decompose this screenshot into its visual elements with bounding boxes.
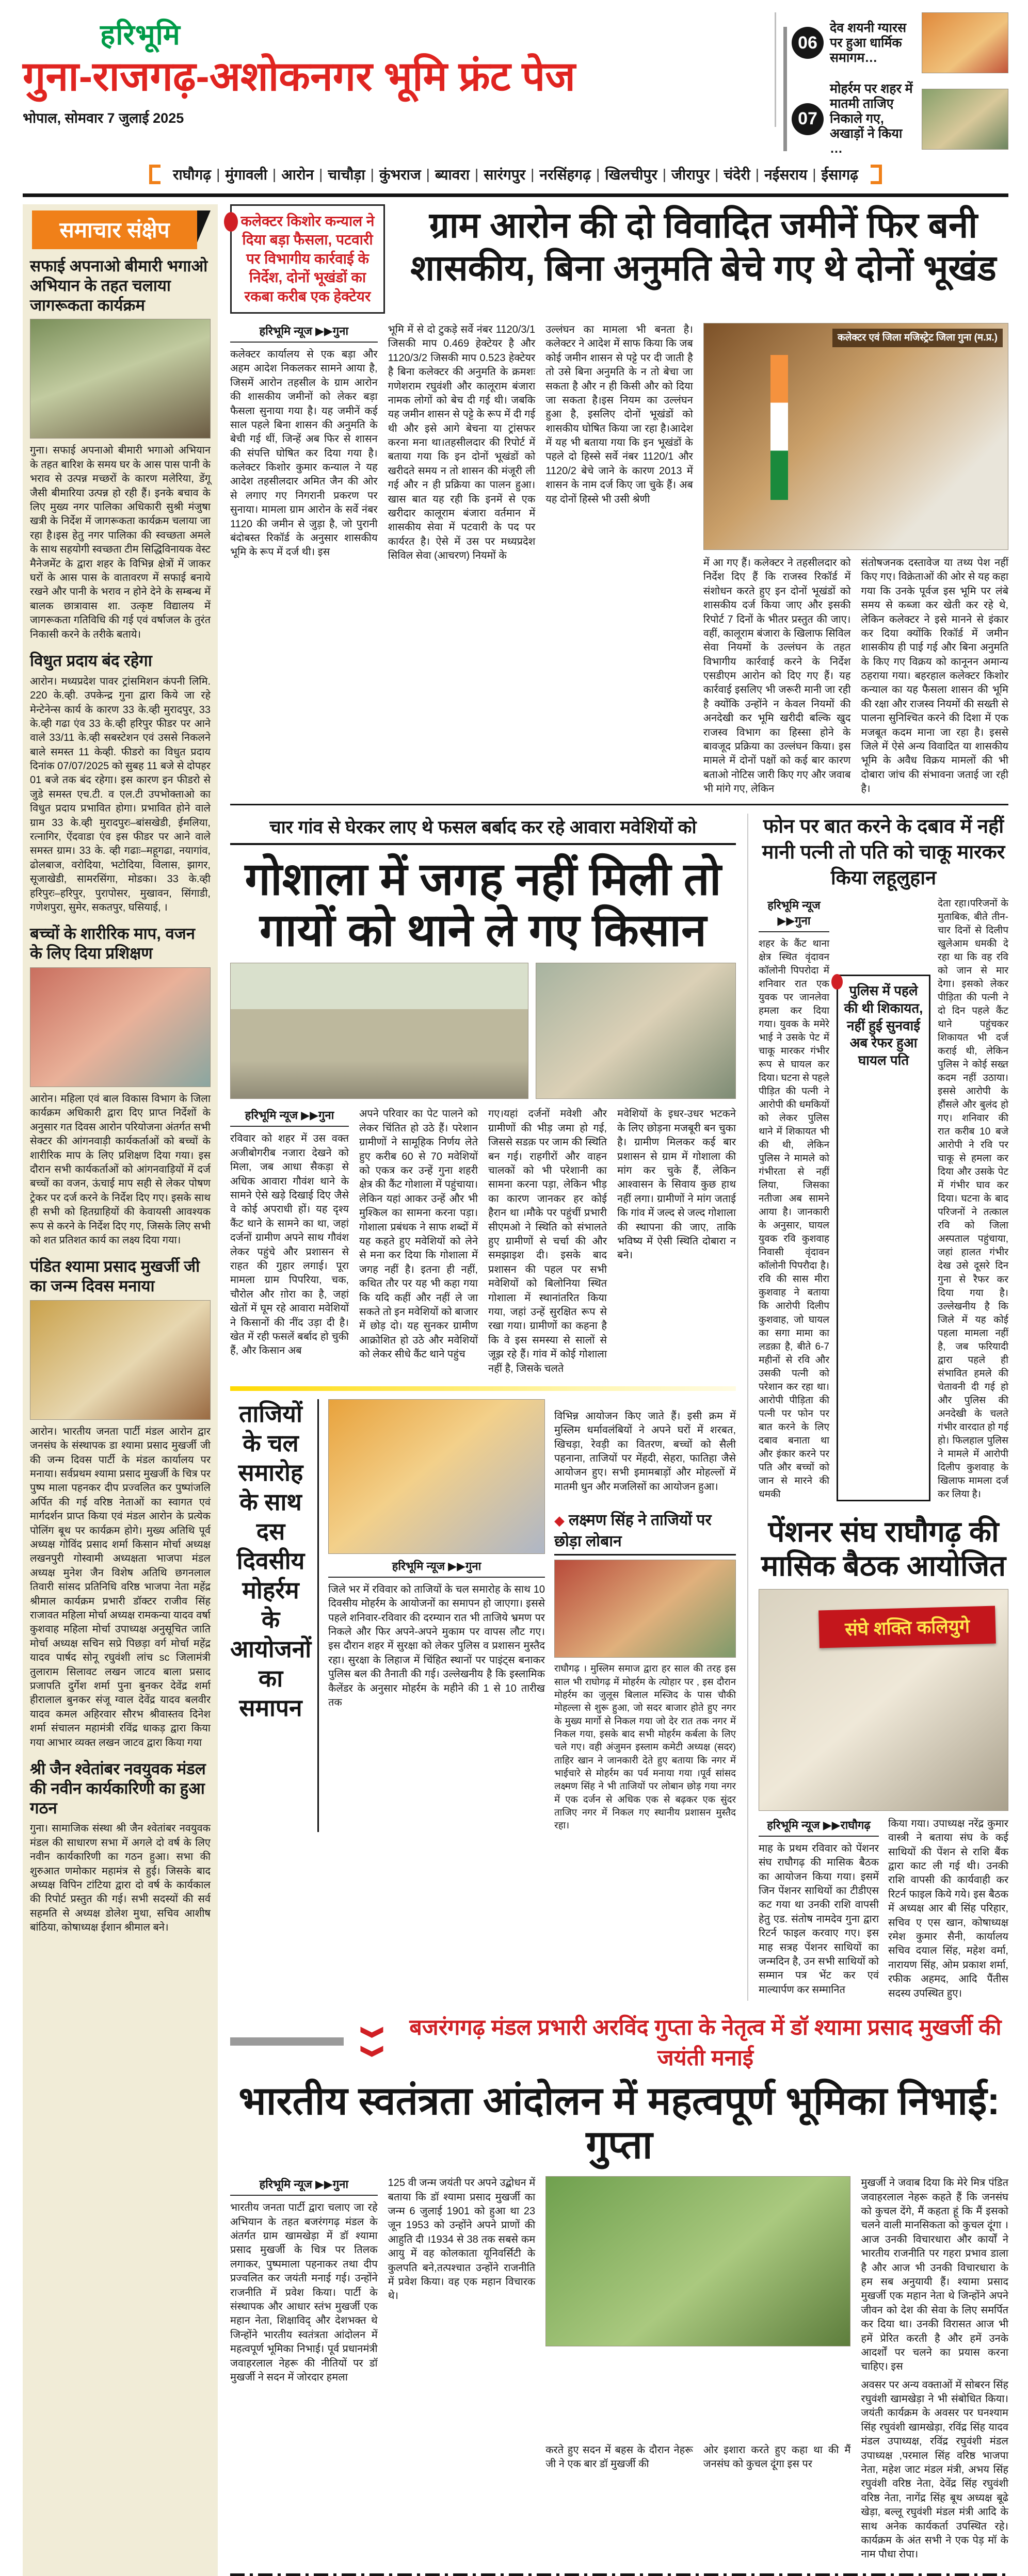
mukherjee-column-1 <box>230 2176 378 2562</box>
sidebar-article-jain-mandal <box>30 1759 211 1935</box>
knife-column-text: देता रहा।परिजनों के मुताबिक, बीते तीन-चार दिनों से दिलीप खुलेआम धमकी दे रहा था कि वह रवि को जान से मार देगा। इसको लेकर पीड़िता की पत्नी ने दो दिन पहले कैंट थाने पहुंचकर शिकायत भी दर्ज कराई थी, लेकिन पुलिस ने कोई सख्त कदम नहीं उठाया। इससे आरोपी के हौंसले और बुलंद हो गए। शनिवार की रात करीब 10 बजे आरोपी ने रवि पर चाकू से हमला कर दिया और उसके पेट में गंभीर घाव कर दिया। घटना के बाद परिजनों ने तत्काल रवि को जिला अस्पताल पहुंचाया, जहां हालत गंभीर देख उसे दूसरे दिन गुना से रैफर कर दिया गया है।उल्लेखनीय है कि जिले में यह कोई पहला मामला नहीं है, जब फरियादी द्वारा पहले ही संभावित हमले की चेतावनी दी गई हो और पुलिस की अनदेखी के चलते गंभीर वारदात हो गई हो। फिलहाल पुलिस ने मामले में आरोपी दिलीप कुशवाह के खिलाफ मामला दर्ज कर लिया है। <box>938 898 1008 1500</box>
cow-story-headline: गोशाला में जगह नहीं मिली तो गायों को थाने ले गए किसान <box>245 853 721 956</box>
kicker-bar-decoration <box>230 2037 344 2046</box>
masthead-left <box>23 12 776 127</box>
nav-separator: | <box>812 166 816 182</box>
lead-column-text: संतोषजनक दस्तावेज या तथ्य पेश नहीं किए गए। विक्रेताओं की ओर से यह कहा गया कि उनके पूर्वज इस भूमि पर लंबे समय से कब्जा कर खेती कर रहे थे, लेकिन कलेक्टर ने इसे मानने से इंकार कर दिया क्योंकि रिकॉर्ड में जमीन शासकीय ही पाई गई और बिना अनुमति के किए गए विक्रय को कानूनन अमान्य ठहराया गया। बहरहाल कलेक्टर किशोर कन्याल का यह फैसला शासन की भूमि की रक्षा और राजस्व नियमों की सख्ती से पालना सुनिश्चित करने की दिशा में एक मजबूत कदम माना जा रहा है। इससे जिले में ऐसे अन्य विवादित या शासकीय भूमि के अवैध विक्रय मामलों की भी दोबारा जांच की संभावना जताई जा रही है। <box>861 557 1008 795</box>
nav-separator: | <box>370 166 374 182</box>
article-headline: विधुत प्रदाय बंद रहेगा <box>30 651 152 670</box>
brief-photo-tazia <box>922 89 1008 150</box>
article-body: आरोन। महिला एवं बाल विकास विभाग के जिला कार्यक्रम अधिकारी द्वारा दिए प्राप्त निर्देशों के अनुसार गत दिवस आरोन परियोजना अंतर्गत सभी सेक्टर की आंगनवाड़ी कार्यकर्ताओं को बच्चों के शारीरिक माप के लिए प्रशिक्षण दिया गया। इस दौरान सभी कार्यकर्ताओं को आंगनवाड़ियों में दर्ज बच्चों का वजन, ऊंचाई माप सही से लेकर पोषण ट्रेकर पर दर्ज करने के निर्देश दिए गए। इसके साथ ही सभी को हितग्राहियों की केवायसी आवश्यक रूप से करने के निर्देश दिए गए, जिसके लिए सभी को शत प्रतिशत कार्य का लक्ष्य दिया गया। <box>30 1093 211 1246</box>
nav-city: चंदेरी <box>724 167 750 183</box>
photo-tazia-display <box>328 1399 545 1554</box>
nav-city: चाचौड़ा <box>328 167 365 183</box>
article-body: आरोन। मध्यप्रदेश पावर ट्रांसमिशन कंपनी लिमि. 220 के.व्ही. उपकेन्द्र गुना द्वारा किये जा रहे मेन्टेनेन्स कार्य के कारण 33 के.व्ही मुरादपुर, 33 के.व्ही गढा एंव 33 के.व्ही हरिपुर फीडर पर आने वाले 33/11 के.व्ही सबस्टेशन एवं उससे निकलने बाले समस्त 11 केव्ही. फीडरो का विधुत प्रदाय दिनांक 07/07/2025 को सुबह 11 बजे से दोपहर 01 बजे तक बंद रहेगा। इस कारण इन फीडरो से जुडे समस्त एच.टी. व एल.टी उपभोक्ताओ का विधुत प्रदाय प्रभावित होगा। प्रभावित होने वाले ग्राम 33 के.व्ही मुरादपुरः–बांसखेडी, ईमलिया, रत्नागिर, ऐंदवाडा एंव इस फीडर पर आने वाले समस्त ग्राम। 33 के. व्ही गढाः–महूगढा, नयागांव, ढोलबाज, वरोदिया, भटोदिया, विलास, झागर, सूजाखेडी, सामरसिंगा, मोडका। 33 के.व्ही हरिपुरः–हरिपुर, पुरापोसर, मुखावन, सिंगाडी, गणेशपुरा, सुमेर, सकतपुर, घसियाई, । <box>30 675 211 913</box>
cow-column-text: मवेशियों के इधर-उधर भटकने के लिए छोड़ना मजबूरी बन चुका है। ग्रामीण मिलकर कई बार प्रशासन से ग्राम में गोशाला की मांग कर चुके हैं, लेकिन आश्वासन के सिवाय कुछ हाथ नहीं लगा। ग्रामीणों ने मांग जताई कि गांव में जल्द से जल्द गोशाला की स्थापना की जाए, ताकि भविष्य में ऐसी स्थिति दोबारा न बने। <box>617 1108 736 1261</box>
knife-column-1 <box>759 897 829 1501</box>
briefs-bracket <box>783 27 791 151</box>
mukherjee-kicker-row <box>230 2011 1008 2072</box>
article-body: आरोन। भारतीय जनता पार्टी मंडल आरोन द्वार जनसंघ के संस्थापक डा श्यामा प्रसाद मुखर्जी जी की जन्म दिवस पार्टी के मंडल कार्यालय पर मनाया। सर्वप्रथम श्यामा प्रसाद मुखर्जी के चित्र पर पुष्प माला पहनकर दीप प्रज्वलित कर पुष्पांजलि अर्पित की गई वरिष्ठ नेताओं का स्वागत एवं मार्गदर्शन प्राप्त किया एवं मंडल आरोन के प्रत्येक पोलिंग बूथ पर कार्यक्रम होगे। मुख्य अतिथि पूर्व अध्यक्ष गोविंद प्रसाद शर्मा किसान मोर्चा अध्यक्ष लखनपुरी गोस्वामी अध्यक्षता भाजपा मंडल अध्यक्ष मुनेश जैन विशेष अतिथि छगनलाल तिवारी सांसद प्रतिनिधि वरिष्ठ भाजपा नेता महेंद्र श्रीमाल कार्यक्रम प्रभारी डॉक्टर राजीव सिंह राजावत महिला मोर्चा अध्यक्ष रामकन्या यादव वर्षा कुशवाह महिला मोर्चा उपाध्यक्ष अनुसूचित जाति मोर्चा अध्यक्ष सचिन सप्रे पिछड़ा वर्ग मोर्चा महेंद्र यादव पार्षद सोनू रघुवंशी लांच sc जिलामंत्री तुलाराम सिलावट लखन जाटव बाला प्रसाद प्रजापति दुर्गेश शर्मा पुना बुनकर देवेंद्र शर्मा हीरालाल बुनकर संजू ग्वाल देवेंद्र यादव बलवीर यादव कमल अहिरवार सौरभ श्रीवास्तव दिनेश शर्मा संचालन महामंत्री रविंद्र धाकड़ द्वारा किया गया आभार व्यक्त लखन जाटव द्वारा किया गया <box>30 1425 211 1748</box>
lead-column-text: में आ गए हैं। कलेक्टर ने तहसीलदार को निर्देश दिए हैं कि राजस्व रिकॉर्ड में संशोधन करते हुए इन दोनों भूखंडों को शासकीय दर्ज किया जाए और इसकी रिपोर्ट 7 दिनों के भीतर प्रस्तुत की जाए। वहीं, कालूराम बंजारा के खिलाफ सिविल सेवा नियमों के उल्लंघन के तहत विभागीय कार्रवाई करने के निर्देश एसडीएम आरोन को दिए गए हैं। यह कार्रवाई इसलिए भी जरूरी मानी जा रही है क्योंकि उन्होंने न केवल नियमों की अनदेखी कर भूमि खरीदी बल्कि खुद राजस्व विभाग का हिस्सा होने के बावजूद प्रक्रिया का उल्लंघन किया। इस मामले में दोनों पक्षों को कई बार कारण बताओ नोटिस जारी किए गए और जवाब भी मांगे गए, लेकिन <box>703 557 851 795</box>
mukherjee-column-5 <box>861 2176 1008 2562</box>
sidebar-article-mukherjee-birthday <box>30 1257 211 1750</box>
photo-awareness-campaign <box>30 319 211 439</box>
content-grid <box>23 204 1008 2576</box>
lead-kicker-row <box>230 204 1008 314</box>
edition-title: गुना-राजगढ़-अशोकनगर भूमि फ्रंट पेज <box>23 53 575 99</box>
knife-pullquote-box <box>837 975 930 1501</box>
middle-left <box>230 814 736 2001</box>
right-rail <box>747 814 1008 2001</box>
nav-separator: | <box>272 166 277 182</box>
loban-headline-text: लक्ष्मण सिंह ने ताजियों पर छोड़ा लोबान <box>554 1512 712 1550</box>
tazia-main <box>328 1399 545 1832</box>
pension-story-body <box>759 1817 1008 2001</box>
yellow-divider <box>230 1386 736 1391</box>
diamond-bullet-icon: ◆ <box>554 1513 565 1529</box>
mukherjee-column-text: अवसर पर अन्य वक्ताओं में सोबरन सिंह रघुवंशी खामखेड़ा ने भी संबोधित किया। जयंती कार्यक्रम के अवसर पर घनश्याम सिंह रघुवंशी खामखेड़ा, रविंद्र सिंह यादव मंडल उपाध्यक्ष, रविंद्र रघुवंशी मंडल उपाध्यक्ष ,परमाल सिंह वरिष्ठ भाजपा नेता, महेश जाट मंडल मंत्री, अभय सिंह रघुवंशी वरिष्ठ नेता, देवेंद्र सिंह रघुवंशी वरिष्ठ नेता, नागेंद्र सिंह बूथ अध्यक्ष बूढे खेड़ा, बल्लू रघुवंशी मंडल मंत्री आदि के साथ अनेक कार्यकर्ता उपस्थित रहे। कार्यक्रम के अंत सभी ने एक पेड़ मॉ के नाम पौधा रोपा। <box>861 2379 1008 2561</box>
nav-separator: | <box>531 166 535 182</box>
nav-separator: | <box>755 166 760 182</box>
nav-separator: | <box>319 166 323 182</box>
pension-story-headline: पेंशनर संघ राघौगढ़ की मासिक बैठक आयोजित <box>761 1515 1006 1582</box>
nav-city: खिलचीपुर <box>605 167 657 183</box>
knife-story-headline: फोन पर बात करने के दबाव में नहीं मानी पत्नी तो पति को चाकू मारकर किया लहूलुहान <box>762 815 1005 889</box>
article-body: गुना। सफाई अपनाओ बीमारी भगाओ अभियान के तहत बारिश के समय घर के आस पास पानी के भराव से उत्पन्न मच्छरों के कारण मलेरिया, डेंगू जैसी बीमारिया उत्पन्न हो रही हैं। इनके बचाव के लिए मुख्य नगर पालिका अधिकारी सुश्री मंजुषा खत्री के निर्देश में जागरूकता कार्यक्रम चलाया जा रहा है।इस हेतु नगर पालिका की स्वच्छता अमले के साथ सहयोगी स्वच्छता टीम सिद्धिविनायक वेस्ट मैनेजमेंट के द्वारा शहर के विभिन्न क्षेत्रों में जाकर घरों के आस पास के वातावरण में सफाई बनाये रखने और पानी के भराव न होने देने के सम्बन्ध में बालक छात्रावास शा. उत्कृष्ट विद्यालय में जागरूकता गतिविधि की गई एवं वर्षाजल के तुरंत निकासी करने के तरीके बताये। <box>30 445 211 640</box>
nav-separator: | <box>662 166 667 182</box>
nav-city: सारंगपुर <box>484 167 526 183</box>
lead-column-text: उल्लंघन का मामला भी बनता है। कलेक्टर ने आदेश में साफ किया कि जब कोई जमीन शासन से पट्टे पर दी जाती है तो उसे बिना अनुमति के न तो बेचा जा सकता है और न ही किसी और को दिया जा सकता है।इस नियम का उल्लंघन हुआ है, इसलिए दोनों भूखंडों को शासकीय घोषित किया जा रहा है।आदेश में यह भी बताया गया कि इन भूखंडों के पहले दो हिस्से सर्वे नंबर 1120/1 और 1120/2 बेचे जाने के कारण 2013 में शासन के नाम दर्ज किए जा चुके हैं। अब यह दोनों हिस्से भी उसी श्रेणी <box>545 323 693 505</box>
collector-office-sign: कलेक्टर एवं जिला मजिस्ट्रेट जिला गुना (म.प्र.) <box>832 329 1003 347</box>
mukherjee-column-text: भारतीय जनता पार्टी द्वारा चलाए जा रहे अभियान के तहत बजरंगगढ़ मंडल के अंतर्गत ग्राम खामखेड़ा में डॉ श्यामा प्रसाद मुखर्जी के चित्र पर तिलक लगाकर, पुष्पमाला पहनाकर तथा दीप प्रज्वलित कर जयंती मनाई गई। उन्होंने राजनीति में प्रवेश किया। पार्टी के संस्थापक और आधार स्तंभ मुखर्जी एक महान नेता, शिक्षाविद् और देशभक्त थे जिन्होंने भारतीय स्वतंत्रता आंदोलन में महत्वपूर्ण भूमिका निभाई। पूर्व प्रधानमंत्री जवाहरलाल नेहरू की नीतियों पर डॉ मुखर्जी ने सदन में जोरदार हमला <box>230 2202 378 2383</box>
news-briefs-sidebar <box>23 204 218 2576</box>
main-column <box>230 204 1008 2576</box>
cow-column-text: अपने परिवार का पेट पालने को लेकर चिंतित हो उठे हैं। परेशान ग्रामीणों ने सामूहिक निर्णय लेते हुए करीब 60 से 70 मवेशियों को एकत्र कर उन्हें गुना शहरी क्षेत्र की कैंट गोशाला में पहुंचाया।लेकिन यहां आकर उन्हें और भी मुश्किल का सामना करना पड़ा। गोशाला प्रबंधक ने साफ शब्दों में यह कहते हुए मवेशियों को लेने से मना कर दिया कि गोशाला में जगह नहीं है। इतना ही नहीं, कथित तौर पर यह भी कहा गया कि यदि कहीं और नहीं ले जा सकते तो इन मवेशियों को बाजार में छोड़ दो। यह सुनकर ग्रामीण आक्रोशित हो उठे और मवेशियों को लेकर सीधे कैंट थाने पहुंच <box>359 1108 478 1360</box>
pension-column-1 <box>759 1817 879 2001</box>
brief-item <box>792 12 1008 73</box>
mukherjee-body <box>230 2176 1008 2562</box>
nav-city: मुंगावली <box>225 167 267 183</box>
tazia-continuation: विभिन्न आयोजन किए जाते हैं। इसी क्रम में मुस्लिम धर्मावलंबियों ने अपने घरों में शरबत, खिचड़ा, रेवड़ी का वितरण, बच्चों को सैली पहनाना, ताजियों पर मेंहदी, सेहरा, फातिहा जैसे आयोजन हुए। सभी इमामबाड़ों और मोहल्लों में मातमी धुन और मजलिसों का आयोजन हुआ। <box>554 1410 736 1493</box>
lead-kicker-text: कलेक्टर किशोर कन्याल ने दिया बड़ा फैसला, पटवारी पर विभागीय कार्रवाई के निर्देश, दोनों भूखंडों का रकबा करीब एक हेक्टेयर <box>240 213 375 304</box>
article-headline: सफाई अपनाओ बीमारी भगाओ अभियान के तहत चलाया जागरूकता कार्यक्रम <box>30 257 208 314</box>
photo-moharram-procession <box>554 1560 736 1658</box>
byline: हरिभूमि न्यूज ▶▶गुना <box>328 1558 545 1578</box>
sidebar-article-training <box>30 924 211 1248</box>
pension-column-text: माह के प्रथम रविवार को पेंशनर संघ राघौगढ़ की मासिक बैठक का आयोजन किया गया। इसमें जिन पेंशनर साथियों का टीडीएस कट गया था उनकी राशि वापसी हेतु एड. संतोष नामदेव गुना द्वारा रिटर्न फाइल करवाए गए। इस माह सत्रह पेंशनर साथियों का जन्मदिन है, उन सभी साथियों को सम्मान पत्र भेंट कर एवं माल्यार्पण कर सम्मानित <box>759 1842 879 1996</box>
pullquote-bullet-icon <box>831 974 843 990</box>
lead-column-1 <box>230 323 378 797</box>
mukherjee-column-text: ओर इशारा करते हुए कहा था की मैं जनसंघ को कुचल दूंगा इस पर <box>703 2444 851 2470</box>
byline: हरिभूमि न्यूज ▶▶गुना <box>759 897 829 932</box>
brief-title: देव शयनी ग्यारस पर हुआ धार्मिक समागम… <box>830 20 907 65</box>
masthead <box>23 12 1008 156</box>
page-briefs <box>783 12 1008 156</box>
photo-collector-office <box>703 323 1008 550</box>
lead-headline: ग्राम आरोन की दो विवादित जमीनें फिर बनी शासकीय, बिना अनुमति बेचे गए थे दोनों भूखंड <box>410 205 997 288</box>
double-chevron-icon: ❱❱ <box>361 2022 387 2061</box>
knife-column-text: शहर के कैंट थाना क्षेत्र स्थित वृंदावन कॉलोनी पिपरोदा में शनिवार रात एक युवक पर जानलेवा हमला कर दिया गया। युवक के ममेरे भाई ने उसके पेट में चाकू मारकर गंभीर रूप से घायल कर दिया। घटना से पहले पीड़ित की पत्नी ने आरोपी की धमकियों को लेकर पुलिस थाने में शिकायत भी की थी, लेकिन पुलिस ने मामले को गंभीरता से नहीं लिया, जिसका नतीजा अब सामने आया है। जानकारी के अनुसार, घायल युवक रवि कुशवाह निवासी वृंदावन कॉलोनी पिपरौदा है। रवि की सास मीरा कुशवाह ने बताया कि आरोपी दिलीप कुशवाह, जो घायल का सगा मामा का लडक़ा है, बीते 6-7 महीनों से रवि और उसकी पत्नी को परेशान कर रहा था। आरोपी पीड़िता की पत्नी पर फोन पर बात करने के लिए दबाव बनाता था और इंकार करने पर पति और बच्चों को जान से मारने की धमकी <box>759 938 829 1500</box>
article-headline: श्री जैन श्वेतांबर नवयुवक मंडल की नवीन कार्यकारिणी का हुआ गठन <box>30 1759 206 1817</box>
tazia-headline: ताजियों के चल समारोह के साथ दस दिवसीय मोहर्रम के आयोजनों का समापन <box>230 1399 319 1832</box>
nav-city: नईसराय <box>764 167 808 183</box>
nav-separator: | <box>596 166 600 182</box>
lead-column-text: कलेक्टर कार्यालय से एक बड़ा और अहम आदेश निकलकर सामने आया है, जिसमें आरोन तहसील के ग्राम आरोन की शासकीय जमीनों को लेकर बड़ा फैसला सुनाया गया है। यह जमीनें कई साल पहले बिना शासन की अनुमति के बेची गई थीं, जिन्हें अब फिर से शासन की संपत्ति घोषित कर दिया गया है। कलेक्टर किशोर कुमार कन्याल ने यह आदेश तहसीलदार अमित जैन की ओर से लगाए गए निगरानी प्रकरण पर सुनाया। मामला ग्राम आरोन के सर्वे नंबर 1120 की जमीन से जुड़ा है, जो पुरानी बंदोबस्त रिकॉर्ड के अनुसार शासकीय भूमि के रूप में दर्ज थी। इस <box>230 348 378 558</box>
byline: हरिभूमि न्यूज ▶▶गुना <box>230 1107 349 1127</box>
cow-column-text: गए।यहां दर्जनों मवेशी और ग्रामीणों की भीड़ जमा हो गई, जिससे सडक़ पर जाम की स्थिति बन गई। राहगीरों और वाहन चालकों को भी परेशानी का सामना करना पड़ा, लेकिन भीड़ का कारण जानकर हर कोई हैरान था ।मौके पर पहुंचीं प्रभारी सीएमओ ने स्थिति को संभालते हुए ग्रामीणों से चर्चा की और समझाइश दी। इसके बाद प्रशासन की पहल पर सभी मवेशियों को बिलोनिया स्थित गोशाला में स्थानांतरित किया गया, जहां उन्हें सुरक्षित रूप से रखा गया। ग्रामीणों का कहना है कि वे इस समस्या से सालों से जूझ रहे हैं। गांव में कोई गोशाला नहीं है, जिसके चलते <box>488 1108 607 1374</box>
mukherjee-column-text: करते हुए सदन में बहस के दौरान नेहरू जी ने एक बार डॉ मुखर्जी की <box>545 2444 693 2470</box>
page-number-badge: 07 <box>792 103 824 135</box>
article-headline: बच्चों के शारीरिक माप, वजन के लिए दिया प्रशिक्षण <box>30 925 195 963</box>
mukherjee-kicker-text: बजरंगगढ़ मंडल प्रभारी अरविंद गुप्ता के नेतृत्व में डॉ श्यामा प्रसाद मुखर्जी की जयंती मनाई <box>409 2015 1002 2070</box>
cow-story-body <box>230 1107 736 1375</box>
dateline: भोपाल, सोमवार 7 जुलाई 2025 <box>23 110 184 126</box>
loban-column <box>554 1399 736 1832</box>
page-number-badge: 06 <box>792 27 824 59</box>
loban-body: राघौगढ़ । मुस्लिम समाज द्वारा हर साल की तरह इस साल भी राघोगढ़ में मोहर्रम के त्योहार पर , इस दौरान मोहर्रम का जुलूस बिलाल मस्जिद के पास चौकी मोहल्ला से शुरू हुआ, जो सदर बाजार होते हुए नगर के मुख्य मार्गो से निकल गया जो देर रात तक नगर में निकल गया, इसके बाद सभी मोहर्रम कर्बला के लिए चले गए। वही अंजुमन इस्लाम कमेटी अध्यक्ष (सदर) ताहिर खान ने जानकारी देते हुए बताया कि नगर में भाईचारे से मोहर्रम का पर्व मनाया गया ।पूर्व सांसद लक्ष्मण सिंह ने भी ताजियों पर लोबान छोड़ गया नगर में एक दर्जन से अधिक एक से बढ़कर एक सुंदर ताजिए नगर में निकल गए स्थानीय प्रशासन मुस्तैद रहा। <box>554 1663 736 1831</box>
nav-separator: | <box>475 166 479 182</box>
brief-photo-religious-gathering <box>922 12 1008 73</box>
sidebar-section-header: समाचार संक्षेप <box>32 210 197 249</box>
cow-column-text: रविवार को शहर में उस वक्त अजीबोगरीब नजारा देखने को मिला, जब आधा सैकड़ा से अधिक आवारा गौवंश थाने के सामने ऐसे खड़े दिखाई दिए जैसे वे कोई अपराधी हों। यह दृश्य कैंट थाने के सामने का था, जहां दर्जनों ग्रामीण अपने साथ गौवंश लेकर पहुंचे और प्रशासन से राहत की गुहार लगाई। पूरा मामला ग्राम पिपरिया, चक, चौरोल और ग़ोरा का है, जहां खेतों में घूम रहे आवारा मवेशियों ने किसानों की नींद उड़ा दी है। खेत में रही फसलें बर्बाद हो चुकी हैं, और किसान अब <box>230 1133 349 1357</box>
nav-city: ब्यावरा <box>435 167 470 183</box>
city-nav-row <box>23 161 1008 187</box>
lead-story <box>230 204 1008 805</box>
kicker-bullet-icon <box>224 212 238 232</box>
article-body: गुना। सामाजिक संस्था श्री जैन श्वेतांबर नवयुवक मंडल की साधारण सभा में अगले दो वर्ष के लिए नवीन कार्यकारिणी का गठन हुआ। सभा की शुरुआत णमोकार महामंत्र से हुई। जिसके बाद अध्यक्ष विपिन टांटिया द्वारा दो वर्ष के कार्यकाल की रिपोर्ट प्रस्तुत की गई। सभी सदस्यों की सर्व सहमति से अध्यक्ष डोलेश मुथा, सचिव आशीष बांठिया, कोषाध्यक्ष ईशान श्रीमाल बने। <box>30 1823 211 1934</box>
nav-separator: | <box>216 166 220 182</box>
tazia-body: जिले भर में रविवार को ताजियों के चल समारोह के साथ 10 दिवसीय मोहर्रम के आयोजनों का समापन हो जाएगा। इससे पहले शनिवार-रविवार की दरम्यान रात भी ताजिये भ्रमण पर निकले और फिर अपने-अपने मुकाम पर वापस लौट गए। इस दौरान शहर में सुरक्षा को लेकर पुलिस व प्रशासन मुस्तैद रहा। सुरक्षा के लिहाज में चिंहित स्थानों पर पाइंट्स बनाकर पुलिस बल की तैनाती की गई। उल्लेखनीय है कि इस्लामिक कैलेंडर के अनुसार मोहर्रम के महीने की 1 से 10 तारीख तक <box>328 1583 545 1709</box>
lead-kicker-box <box>230 204 385 314</box>
mukherjee-headline: भारतीय स्वतंत्रता आंदोलन में महत्वपूर्ण भूमिका निभाई: गुप्ता <box>238 2079 1000 2167</box>
sidebar-article-cleanliness <box>30 256 211 642</box>
nav-city: राघौगढ़ <box>173 167 212 183</box>
photo-sapling-planting <box>545 2176 850 2346</box>
nav-separator: | <box>426 166 430 182</box>
loban-headline <box>554 1504 736 1556</box>
photo-anganwadi-training <box>30 967 211 1087</box>
cow-story-kicker: चार गांव से घेरकर लाए थे फसल बर्बाद कर रहे आवारा मवेशियों को <box>230 814 736 845</box>
knife-story-body <box>759 897 1008 1501</box>
nav-city: ईसागढ़ <box>821 167 858 183</box>
article-headline: पंडित श्यामा प्रसाद मुखर्जी जी का जन्म दिवस मनाया <box>30 1257 200 1295</box>
lead-body <box>230 323 1008 797</box>
pension-column-text: किया गया। उपाध्यक्ष नरेंद्र कुमार वास्त्री ने बताया संघ के कई साथियों की पेंशन से राशि बैंक द्वारा काट ली गई थी। उनकी राशि वापसी की कार्यवाही कर रिटर्न फाइल किये गये। इस बैठक में अध्यक्ष आर बी सिंह परिहार, सचिव ए एस खान, कोषाध्यक्ष रमेश कुमार सैनी, कार्यालय सचिव दयाल सिंह, महेश वर्मा, नारायण सिंह, ओम प्रकाश शर्मा, रफीक अहमद, आदि पैंतीस सदस्य उपस्थित हुए। <box>888 1818 1008 1999</box>
lead-column-text: भूमि में से दो टुकड़े सर्वे नंबर 1120/3/1 जिसकी माप 0.469 हेक्टेयर है और 1120/3/2 जिसकी माप 0.523 हेक्टेयर है बिना कलेक्टर की अनुमति के क्रमशः गणेशराम रघुवंशी और कालूराम बंजारा नामक लोगों को बेच दी गई थी। जबकि यह जमीन शासन से पट्टे के रूप में दी गई थी और इसे आगे बेचना या ट्रांसफर करना मना था।तहसीलदार की रिपोर्ट में बताया गया कि इन दोनों भूखंडों को खरीदते समय न तो शासन की मंजूरी ली गई और न ही प्रक्रिया का पालन हुआ। खास बात यह रही कि इनमें से एक खरीदार कालूराम बंजारा वर्तमान में शासकीय सेवा में पटवारी के पद पर कार्यरत है। ऐसे में उस पर मध्यप्रदेश सिविल सेवा (आचरण) नियमों के <box>388 323 536 562</box>
mukherjee-column-text: 125 वी जन्म जयंती पर अपने उद्बोधन में बताया कि डॉ श्यामा प्रसाद मुखर्जी का जन्म 6 जुलाई 1901 को हुआ था 23 जून 1953 को उन्होंने अपने प्राणों की आहुति दी ।1934 से 38 तक सबसे कम आयु में वह कोलकाता यूनिवर्सिटी के कुलपति बने,तत्पश्चात उन्होंने राजनीति में प्रवेश किया। वह एक महान विचारक थे। <box>388 2177 536 2302</box>
brief-item <box>792 82 1008 156</box>
brief-title: मोहर्रम पर शहर में मातमी ताजिए निकाले गए, अखाड़ों ने किया … <box>830 82 913 156</box>
byline: हरिभूमि न्यूज ▶▶गुना <box>230 323 378 343</box>
nav-city: कुंभराज <box>379 167 421 183</box>
photo-pensioners-meeting <box>759 1589 1008 1811</box>
mukherjee-column-text: मुखर्जी ने जवाब दिया कि मेरे मित्र पंडित जवाहरलाल नेहरू कहते हैं कि जनसंघ को कुचल देंगे, मैं कहता हूं कि मैं इसको चलने वाली मानसिकता को कुचल दूंगा ।आज उनकी विचारधारा और कार्यों ने भारतीय राजनीति पर गहरा प्रभाव डाला है और आज भी उनकी विचारधारा के हम सब अनुयायी हैं। श्यामा प्रसाद मुखर्जी एक महान नेता थे जिन्होंने अपने जीवन को देश की सेवा के लिए समर्पित कर दिया था। उनकी विरासत आज भी हमें प्रेरित करती है और हमें उनके आदर्शों पर चलने का प्रयास करना चाहिए। इस <box>861 2177 1008 2373</box>
byline: हरिभूमि न्यूज ▶▶गुना <box>230 2176 378 2196</box>
newspaper-logo: हरिभूमि <box>100 19 181 51</box>
middle-band <box>230 814 1008 2001</box>
bottom-divider <box>230 2573 1008 2576</box>
pullquote-text: पुलिस में पहले की थी शिकायत, नहीं हुई सुनवाई अब रेफर हुआ घायल पति <box>844 983 923 1068</box>
mukherjee-story <box>230 2011 1008 2576</box>
photo-cows-on-street <box>230 963 528 1099</box>
nav-separator: | <box>715 166 719 182</box>
tazia-section <box>230 1399 736 1832</box>
meeting-banner: संघे शक्ति कलियुगे <box>818 1606 996 1648</box>
city-nav <box>23 161 1008 197</box>
cow-column-1 <box>230 1107 349 1375</box>
nav-city: आरोन <box>281 167 314 183</box>
photo-villagers-with-cattle <box>536 963 736 1099</box>
byline: हरिभूमि न्यूज ▶▶राघौगढ़ <box>759 1817 879 1837</box>
cow-story-photos <box>230 963 736 1099</box>
photo-bjp-office-event <box>30 1300 211 1420</box>
nav-city: जीरापुर <box>671 167 710 183</box>
nav-city: नरसिंहगढ़ <box>539 167 591 183</box>
sidebar-article-power-cut <box>30 651 211 915</box>
